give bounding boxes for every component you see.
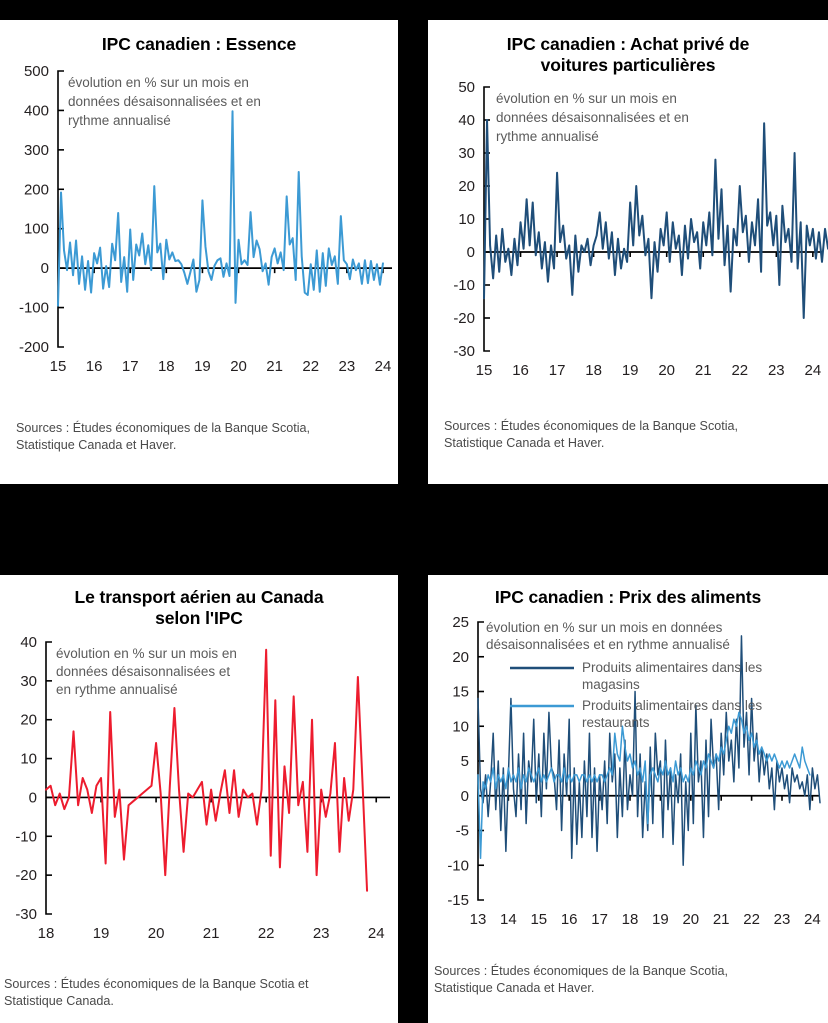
y-tick-label: 10	[452, 717, 469, 735]
x-tick-label: 15	[530, 910, 548, 928]
x-tick-label: 17	[548, 362, 566, 380]
food-chart-svg	[428, 608, 828, 955]
y-tick-label: 0	[28, 789, 37, 807]
chart-note-line: rythme annualisé	[68, 112, 171, 128]
panel-gasoline-title: IPC canadien : Essence	[101, 34, 297, 54]
chart-note-line: données désaisonnalisées et en	[68, 93, 261, 109]
y-tick-label: -100	[18, 299, 49, 317]
chart-note-line: en rythme annualisé	[56, 682, 178, 698]
x-tick-label: 17	[121, 357, 139, 375]
x-tick-label: 16	[85, 357, 103, 375]
x-tick-label: 23	[312, 925, 330, 943]
title-line-2: selon l'IPC	[155, 607, 243, 628]
x-tick-label: 24	[367, 925, 385, 943]
x-tick-label: 24	[804, 910, 821, 928]
x-tick-label: 19	[194, 357, 211, 375]
chart-note-line: évolution en % sur un mois en	[68, 74, 249, 90]
y-tick-label: 400	[23, 102, 49, 120]
y-tick-label: 0	[466, 244, 475, 262]
y-tick-label: 500	[23, 62, 49, 80]
x-tick-label: 21	[266, 357, 283, 375]
panel-vehicles-sources	[428, 408, 828, 452]
sources-line-1: Sources : Études économiques de la Banque Scotia,	[16, 420, 311, 435]
legend-label-line: restaurants	[582, 714, 650, 730]
sources-line-1: Sources : Études économiques de la Banque Scotia,	[444, 419, 739, 434]
series-line-light_blue	[58, 111, 383, 305]
chart-note-line: données désaisonnalisées et en	[496, 110, 689, 126]
y-tick-label: 50	[458, 79, 475, 97]
x-tick-label: 23	[338, 357, 356, 375]
x-tick-label: 13	[469, 910, 487, 928]
y-tick-label: -5	[455, 822, 469, 840]
y-tick-label: -30	[453, 343, 475, 361]
x-tick-label: 20	[230, 357, 247, 375]
panel-food-plot	[428, 608, 828, 955]
legend-label-line: magasins	[582, 676, 640, 692]
panel-gasoline-sources	[0, 410, 398, 454]
y-tick-label: 0	[460, 787, 469, 805]
y-tick-label: 40	[458, 112, 475, 130]
y-axis-spine	[46, 642, 52, 914]
y-tick-label: -200	[18, 338, 49, 356]
x-tick-label: 21	[712, 910, 730, 928]
panel-vehicles	[428, 20, 828, 484]
y-tick-label: 5	[460, 752, 469, 770]
vehicles-chart-svg	[428, 75, 828, 408]
legend-label-line: Produits alimentaires dans les	[582, 697, 763, 713]
sources-line-2: Statistique Canada et Haver.	[434, 980, 595, 995]
y-tick-label: -20	[15, 867, 37, 885]
y-tick-label: -10	[453, 277, 475, 295]
x-tick-label: 18	[37, 925, 55, 943]
panel-airtransport-plot	[0, 628, 398, 968]
panel-vehicles-plot	[428, 75, 828, 408]
x-tick-label: 19	[92, 925, 110, 943]
title-line-1: IPC canadien : Achat privé de	[506, 34, 750, 54]
y-tick-label: 20	[20, 711, 37, 729]
title-line-1: Le transport aérien au Canada	[74, 587, 324, 607]
y-tick-label: -15	[447, 891, 469, 909]
panel-food-title: IPC canadien : Prix des aliments	[494, 587, 762, 607]
title-line-2: voitures particulières	[540, 54, 716, 75]
x-tick-label: 15	[49, 357, 67, 375]
y-tick-label: 20	[452, 648, 469, 666]
y-tick-label: -30	[15, 906, 37, 924]
sources-line-2: Statistique Canada.	[4, 994, 114, 1009]
y-tick-label: 100	[23, 220, 49, 238]
sources-line-2: Statistique Canada et Haver.	[16, 437, 177, 452]
x-tick-label: 23	[773, 910, 791, 928]
x-tick-label: 24	[374, 357, 392, 375]
x-tick-label: 21	[694, 362, 712, 380]
y-tick-label: 30	[20, 673, 37, 691]
x-tick-label: 20	[658, 362, 676, 380]
x-tick-label: 21	[202, 925, 220, 943]
airtransport-chart-svg	[0, 628, 398, 968]
y-tick-label: 20	[458, 178, 475, 196]
panel-gasoline	[0, 20, 398, 484]
chart-note-line: évolution en % sur un mois en	[496, 91, 677, 107]
x-tick-label: 18	[621, 910, 639, 928]
x-tick-label: 22	[257, 925, 275, 943]
x-tick-label: 16	[512, 362, 529, 380]
y-tick-label: 300	[23, 141, 49, 159]
panel-airtransport	[0, 575, 398, 1023]
chart-note-line: évolution en % sur un mois en données	[486, 619, 723, 635]
sources-line-1: Sources : Études économiques de la Banque Scotia,	[434, 963, 729, 978]
y-tick-label: -20	[453, 310, 475, 328]
x-tick-label: 22	[731, 362, 749, 380]
y-tick-label: 15	[452, 683, 469, 701]
chart-note-line: données désaisonnalisées et	[56, 664, 231, 680]
x-tick-label: 19	[652, 910, 669, 928]
y-tick-label: 0	[40, 259, 49, 277]
panel-vehicles-title	[428, 20, 828, 75]
y-tick-label: 10	[20, 750, 37, 768]
y-tick-label: -10	[447, 856, 469, 874]
y-tick-label: -10	[15, 828, 37, 846]
chart-note-line: désaisonnalisées et en rythme annualisé	[486, 636, 730, 652]
panel-airtransport-title	[0, 575, 398, 628]
panel-gasoline-plot	[0, 55, 398, 410]
panel-food-sources	[428, 955, 828, 997]
panel-food	[428, 575, 828, 1023]
sources-line-2: Statistique Canada et Haver.	[444, 436, 605, 451]
x-tick-label: 24	[804, 362, 822, 380]
legend-label-line: Produits alimentaires dans les	[582, 659, 763, 675]
x-tick-label: 23	[767, 362, 785, 380]
chart-note-line: évolution en % sur un mois en	[56, 646, 237, 662]
y-tick-label: 10	[458, 211, 475, 229]
panel-airtransport-sources	[0, 968, 398, 1010]
y-tick-label: 40	[20, 634, 37, 652]
x-tick-label: 18	[157, 357, 175, 375]
x-tick-label: 16	[560, 910, 578, 928]
x-tick-label: 18	[585, 362, 602, 380]
chart-note-line: rythme annualisé	[496, 129, 599, 145]
x-tick-label: 20	[682, 910, 700, 928]
sources-line-1: Sources : Études économiques de la Banque Scotia et	[4, 977, 309, 992]
x-tick-label: 14	[500, 910, 517, 928]
series-line-dark_blue	[484, 120, 828, 318]
y-tick-label: 25	[452, 613, 469, 631]
x-tick-label: 22	[302, 357, 320, 375]
x-tick-label: 22	[743, 910, 760, 928]
x-tick-label: 20	[147, 925, 165, 943]
x-tick-label: 17	[591, 910, 608, 928]
y-tick-label: 30	[458, 145, 475, 163]
x-tick-label: 15	[475, 362, 493, 380]
gasoline-chart-svg	[0, 55, 398, 410]
x-tick-label: 19	[621, 362, 639, 380]
y-tick-label: 200	[23, 180, 49, 198]
